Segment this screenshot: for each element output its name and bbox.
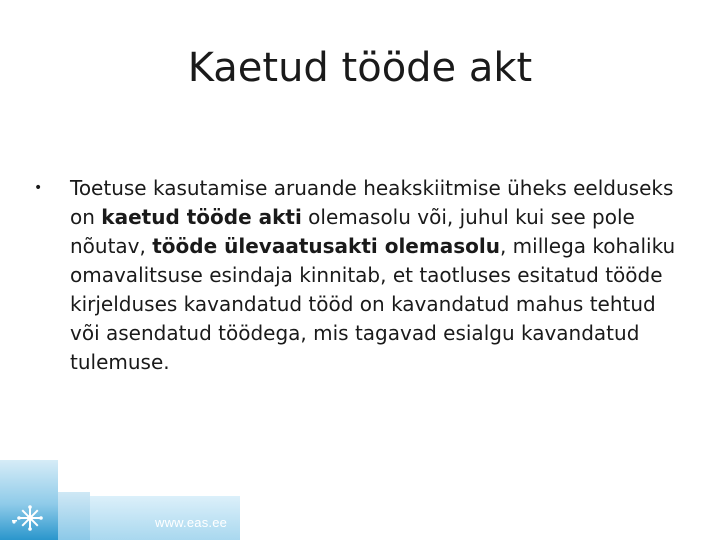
bullet-item <box>30 174 680 377</box>
bullet-dot-icon: • <box>34 180 43 196</box>
bullet-text <box>70 174 680 377</box>
slide-title: Kaetud tööde akt <box>187 45 533 91</box>
bullet-segment-bold: tööde ülevaatusakti olemasolu <box>152 234 500 258</box>
bullet-segment: , millega kohaliku omavalitsuse esindaja kinnitab, et taotluses esitatud tööde kirjelduses kavandatud tööd on kavandatud mahus tehtud või asendatud töödega, mis tagavad esialgu kavandatud tulemuse. <box>70 234 676 374</box>
footer-block <box>58 492 90 540</box>
bullet-segment: olemasolu või, juhul kui see pole nõutav, <box>70 205 635 258</box>
footer-url: www.eas.ee <box>155 515 228 530</box>
bullet-segment-bold: kaetud tööde akti <box>101 205 302 229</box>
snowflake-logo-icon <box>10 504 50 532</box>
bullet-segment: Toetuse kasutamise aruande heakskiitmise üheks eelduseks on <box>70 176 674 229</box>
footer-branding <box>0 458 260 540</box>
